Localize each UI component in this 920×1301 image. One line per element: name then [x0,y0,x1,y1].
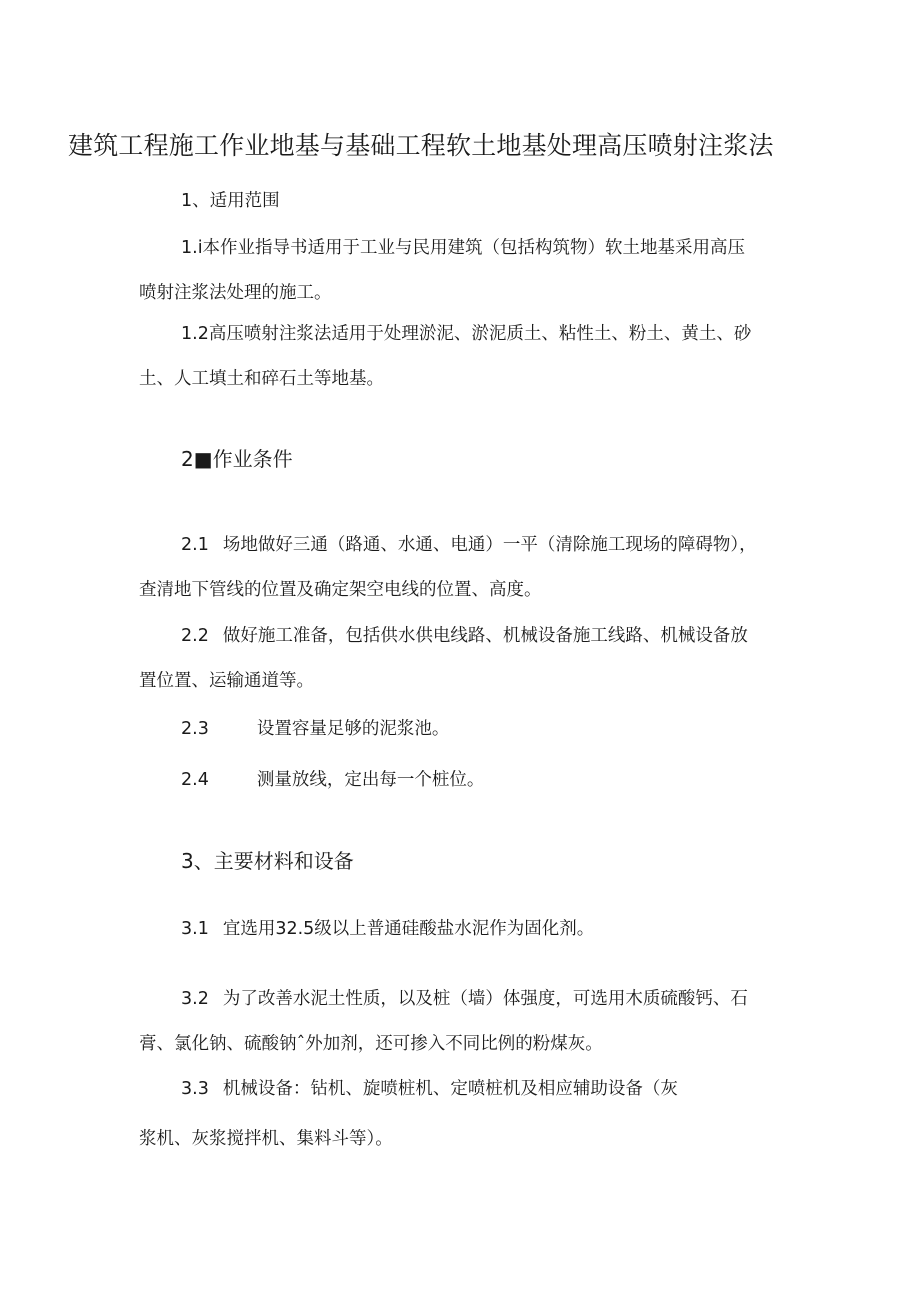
item-3-1-number: 3.1 [181,919,209,939]
item-2-2-line-1 [181,623,748,649]
item-3-1-text: 宜选用32.5级以上普通硅酸盐水泥作为固化剂。 [222,919,595,939]
item-2-1-text: 场地做好三通（路通、水通、电通）一平（清除施工现场的障碍物）， [222,535,757,555]
paragraph-1-2-line-2: 土、人工填土和碎石土等地基。 [139,369,384,389]
item-2-2-text: 做好施工准备，包括供水供电线路、机械设备施工线路、机械设备放 [222,626,748,646]
item-3-3-number: 3.3 [181,1079,209,1099]
section-3-heading: 3、主要材料和设备 [181,849,354,873]
paragraph-1-2-line-1: 1.2高压喷射注浆法适用于处理淤泥、淤泥质土、粘性土、粉土、黄土、砂 [181,324,752,344]
document-title: 建筑工程施工作业地基与基础工程软土地基处理高压喷射注浆法 [68,131,774,160]
item-2-1-line-2: 查清地下管线的位置及确定架空电线的位置、高度。 [139,580,542,600]
item-3-2-text: 为了改善水泥土性质，以及桩（墙）体强度，可选用木质硫酸钙、石 [222,989,748,1009]
section-2-heading: 2■作业条件 [181,447,293,471]
item-3-3-text: 机械设备：钻机、旋喷桩机、定喷桩机及相应辅助设备（灰 [222,1079,678,1099]
item-2-3 [181,716,449,742]
item-2-4 [181,767,484,793]
paragraph-1-1-line-1: 1.i本作业指导书适用于工业与民用建筑（包括构筑物）软土地基采用高压 [181,238,746,258]
item-2-3-text: 设置容量足够的泥浆池。 [256,719,450,739]
item-2-3-number: 2.3 [181,719,209,739]
item-3-3-line-1 [181,1076,678,1102]
item-2-1-number: 2.1 [181,535,209,555]
item-2-4-number: 2.4 [181,770,209,790]
item-3-2-number: 3.2 [181,989,209,1009]
item-2-4-text: 测量放线，定出每一个桩位。 [256,770,485,790]
item-3-2-line-1 [181,986,748,1012]
item-3-1 [181,916,594,942]
item-2-2-line-2: 置位置、运输通道等。 [139,671,314,691]
section-1-heading: 1、适用范围 [181,191,280,211]
item-2-1-line-1 [181,532,757,558]
item-3-3-line-2: 浆机、灰浆搅拌机、集料斗等）。 [139,1129,393,1149]
item-3-2-line-2: 膏、氯化钠、硫酸钠ˆ外加剂，还可掺入不同比例的粉煤灰。 [139,1034,603,1054]
item-2-2-number: 2.2 [181,626,209,646]
paragraph-1-1-line-2: 喷射注浆法处理的施工。 [139,283,332,303]
